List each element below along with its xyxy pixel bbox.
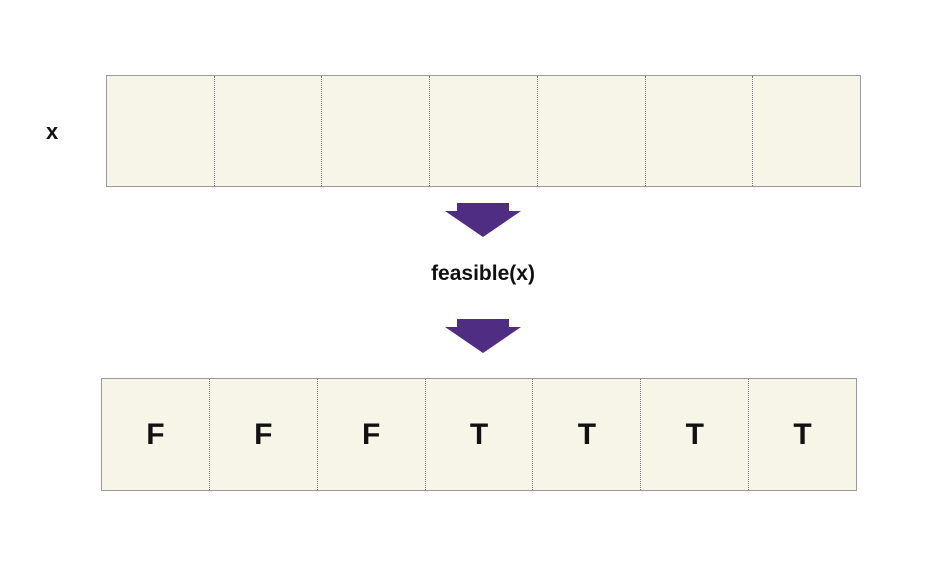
function-label: feasible(x)	[431, 262, 535, 285]
output-cell: T	[426, 379, 534, 490]
input-cell	[215, 76, 323, 186]
output-array	[101, 378, 857, 491]
output-cell: F	[102, 379, 210, 490]
input-cell	[538, 76, 646, 186]
input-cell	[430, 76, 538, 186]
input-label: x	[46, 119, 59, 144]
input-array	[106, 75, 861, 187]
down-arrow-icon	[445, 319, 521, 353]
input-cell	[646, 76, 754, 186]
output-cell: T	[533, 379, 641, 490]
input-cell	[322, 76, 430, 186]
down-arrow-shape	[445, 319, 521, 353]
output-cell: F	[210, 379, 318, 490]
output-cell: T	[793, 417, 812, 451]
output-cell: T	[641, 379, 749, 490]
output-cell: F	[318, 379, 426, 490]
down-arrow-shape	[445, 203, 521, 237]
input-cell	[107, 76, 215, 186]
down-arrow-icon	[445, 203, 521, 237]
input-cell	[753, 76, 860, 186]
